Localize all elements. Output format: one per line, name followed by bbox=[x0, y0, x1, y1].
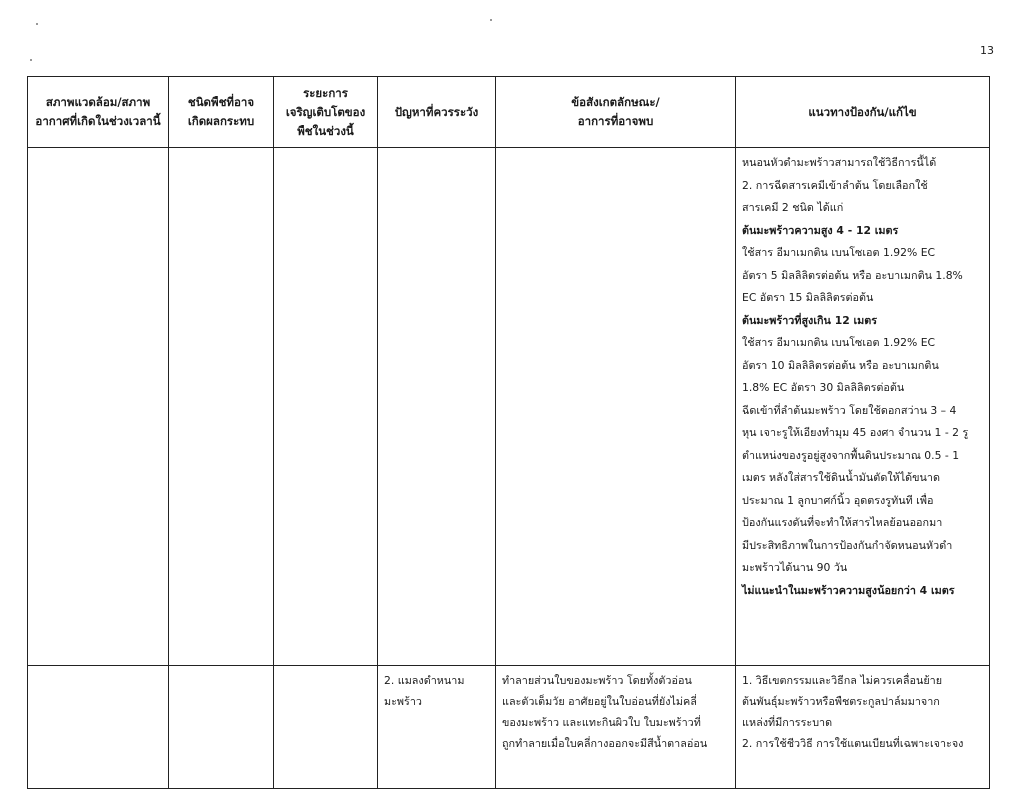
text-line: อัตรา 5 มิลลิลิตรต่อต้น หรือ อะบาเมกติน 1.8% bbox=[742, 268, 963, 282]
header-line: ปัญหาที่ควรระวัง bbox=[394, 104, 479, 119]
text-line: 2. แมลงดำหนาม bbox=[384, 674, 465, 687]
text-line: 2. การใช้ชีววิธี การใช้แตนเบียนที่เฉพาะเจาะจง bbox=[742, 737, 964, 750]
text-line: ตำแหน่งของรูอยู่สูงจากพื้นดินประมาณ 0.5 - 1 bbox=[742, 448, 960, 462]
table-cell-symptoms bbox=[496, 148, 736, 666]
table-cell-environment bbox=[28, 666, 169, 789]
text-line: หุน เจาะรูให้เอียงทำมุม 45 องศา จำนวน 1 - 2 รู bbox=[742, 426, 969, 439]
text-line: สารเคมี 2 ชนิด ได้แก่ bbox=[742, 201, 844, 214]
table-cell-environment bbox=[28, 148, 169, 666]
header-growth-stage bbox=[274, 77, 378, 148]
page-number: 13 bbox=[980, 44, 994, 57]
header-line: สภาพแวดล้อม/สภาพ bbox=[45, 95, 151, 109]
table-cell-crop bbox=[169, 666, 274, 789]
text-line: ประมาณ 1 ลูกบาศก์นิ้ว อุดตรงรูทันที เพื่อ bbox=[742, 493, 934, 507]
pest-management-table bbox=[27, 76, 990, 789]
header-environment bbox=[28, 77, 169, 148]
text-line: ทำลายส่วนใบของมะพร้าว โดยทั้งตัวอ่อน bbox=[502, 674, 692, 687]
header-line: ระยะการ bbox=[303, 85, 348, 100]
text-line: ถูกทำลายเมื่อใบคลี่กางออกจะมีสีน้ำตาลอ่อน bbox=[502, 737, 708, 750]
text-line: 2. การฉีดสารเคมีเข้าลำต้น โดยเลือกใช้ bbox=[742, 178, 928, 192]
table-row bbox=[28, 148, 990, 666]
header-line: อาการที่อาจพบ bbox=[577, 114, 654, 128]
scan-speck bbox=[490, 19, 492, 21]
table-cell-crop bbox=[169, 148, 274, 666]
header-line: พืชในช่วงนี้ bbox=[297, 123, 354, 138]
text-line: มีประสิทธิภาพในการป้องกันกำจัดหนอนหัวดำ bbox=[742, 538, 953, 552]
subheading-line: ต้นมะพร้าวความสูง 4 - 12 เมตร bbox=[742, 223, 899, 237]
table-row bbox=[28, 666, 990, 789]
header-line: ข้อสังเกตลักษณะ/ bbox=[571, 95, 660, 109]
table-cell-symptoms bbox=[496, 666, 736, 789]
scan-speck bbox=[36, 23, 38, 25]
header-line: แนวทางป้องกัน/แก้ไข bbox=[808, 104, 917, 119]
table-cell-problem bbox=[378, 148, 496, 666]
header-row bbox=[28, 77, 990, 148]
text-line: แหล่งที่มีการระบาด bbox=[742, 716, 833, 729]
text-line: ต้นพันธุ์มะพร้าวหรือพืชตระกูลปาล์มมาจาก bbox=[742, 695, 940, 708]
text-line: 1.8% EC อัตรา 30 มิลลิลิตรต่อต้น bbox=[742, 381, 905, 394]
text-line: ใช้สาร อีมาเมกติน เบนโซเอต 1.92% EC bbox=[742, 246, 936, 259]
text-line: อัตรา 10 มิลลิลิตรต่อต้น หรือ อะบาเมกติน bbox=[742, 358, 939, 372]
text-line: EC อัตรา 15 มิลลิลิตรต่อต้น bbox=[742, 291, 874, 304]
text-line: ป้องกันแรงดันที่จะทำให้สารไหลย้อนออกมา bbox=[742, 516, 943, 529]
table-cell-prevention bbox=[736, 148, 990, 666]
subheading-line: ต้นมะพร้าวที่สูงเกิน 12 เมตร bbox=[742, 313, 878, 327]
header-line: ชนิดพืชที่อาจ bbox=[187, 95, 255, 109]
header-problem bbox=[378, 77, 496, 148]
text-line: มะพร้าว bbox=[384, 695, 422, 708]
text-line: ของมะพร้าว และแทะกินผิวใบ ใบมะพร้าวที่ bbox=[502, 716, 701, 729]
text-line: มะพร้าวได้นาน 90 วัน bbox=[742, 561, 848, 574]
table-cell-stage bbox=[274, 666, 378, 789]
header-line: เกิดผลกระทบ bbox=[187, 114, 255, 128]
text-line: 1. วิธีเขตกรรมและวิธีกล ไม่ควรเคลื่อนย้าย bbox=[742, 674, 943, 687]
header-symptoms bbox=[496, 77, 736, 148]
header-line: อากาศที่เกิดในช่วงเวลานี้ bbox=[35, 114, 161, 128]
warning-line: ไม่แนะนำในมะพร้าวความสูงน้อยกว่า 4 เมตร bbox=[742, 583, 955, 597]
text-line: และตัวเต็มวัย อาศัยอยู่ในใบอ่อนที่ยังไม่คลี่ bbox=[502, 695, 697, 708]
table-cell-problem bbox=[378, 666, 496, 789]
scan-speck bbox=[30, 59, 32, 61]
header-prevention bbox=[736, 77, 990, 148]
table-cell-stage bbox=[274, 148, 378, 666]
table-cell-prevention bbox=[736, 666, 990, 789]
text-line: หนอนหัวดำมะพร้าวสามารถใช้วิธีการนี้ได้ bbox=[742, 156, 937, 169]
header-affected-crop bbox=[169, 77, 274, 148]
text-line: เมตร หลังใส่สารใช้ดินน้ำมันตัดให้ได้ขนาด bbox=[742, 471, 940, 484]
header-line: เจริญเติบโตของ bbox=[285, 104, 366, 119]
text-line: ใช้สาร อีมาเมกติน เบนโซเอต 1.92% EC bbox=[742, 336, 936, 349]
text-line: ฉีดเข้าที่ลำต้นมะพร้าว โดยใช้ดอกสว่าน 3 – 4 bbox=[742, 403, 957, 417]
